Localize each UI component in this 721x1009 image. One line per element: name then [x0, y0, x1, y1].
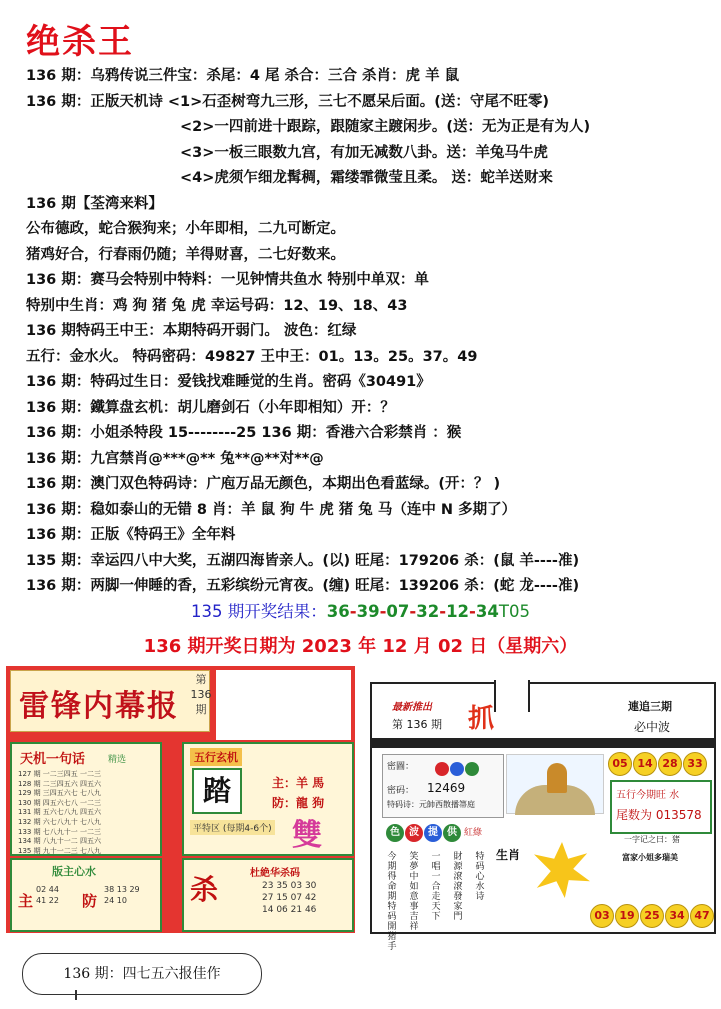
sebo-suffix: 紅綠	[464, 828, 483, 838]
info-lines	[26, 64, 706, 600]
result-number: 39	[356, 602, 380, 621]
tianji-row: 128 期 二三四五六 四五六	[18, 779, 102, 788]
sebo-row	[386, 820, 482, 842]
result-prefix: 135 期开奖结果：	[191, 602, 327, 621]
zhua-char: 抓	[468, 704, 495, 734]
blank-area	[216, 670, 351, 740]
info-line: 136 期特码王中王：本期特码开弱门。 波色：红绿	[26, 323, 357, 339]
ball-row-bottom	[590, 904, 715, 928]
banzhu-num-row: 41 22	[36, 896, 59, 905]
banzhu-title: 版主心水	[52, 865, 96, 878]
ball-row-top	[608, 752, 708, 776]
figure-shape	[547, 763, 567, 793]
shengxiao-label: 生肖	[496, 848, 521, 862]
cloud-tail	[75, 990, 77, 1000]
number-ball: 33	[683, 752, 707, 776]
divider-strip	[372, 738, 714, 748]
info-line: 136 期【荃湾来料】	[26, 195, 163, 212]
number-ball: 47	[690, 904, 714, 928]
wuxing-box	[182, 742, 354, 856]
info-line: 136 期：乌鸦传说三件宝：杀尾：4 尾 杀合：三合 杀肖：虎 羊 鼠	[26, 68, 460, 84]
number-ball: 25	[640, 904, 664, 928]
dujue-title: 杜絶华杀码	[250, 868, 300, 879]
info-line: 135 期：幸运四八中大奖，五湖四海皆亲人。(以) 旺尾：179206 杀：(鼠 羊----准)	[26, 552, 580, 569]
new-tag: 最新推出	[392, 702, 432, 713]
number-ball: 05	[608, 752, 632, 776]
sebo-char: 提	[424, 824, 442, 842]
info-line: 136 期：澳门双色特码诗：广庖万品无颜色，本期出色看蓝绿。(开：？ )	[26, 476, 501, 492]
banzhu-nums	[104, 884, 140, 906]
illustration-image	[506, 754, 604, 814]
number-ball: 28	[658, 752, 682, 776]
wuxing-fang: 防：龍 狗	[272, 796, 325, 810]
tianji-title: 天机一句话	[20, 752, 86, 767]
info-line: <3>一板三眼数九宫，有加无减数八卦。送：羊兔马牛虎	[180, 144, 548, 161]
info-line: 五行：金水火。 特码密码：49827 王中王：01。13。25。37。49	[26, 348, 478, 365]
dujue-num-row: 27 15 07 42	[262, 893, 317, 903]
leifeng-header	[10, 670, 210, 732]
special-number: 05	[508, 602, 530, 621]
dujue-nums	[262, 880, 316, 916]
vertical-text: 特码心水诗	[475, 852, 485, 902]
yizi-line: 一字记之曰：猪	[624, 835, 680, 844]
info-line: <4>虎须乍细龙髯稠，霜缕霏微莹且柔。 送：蛇羊送财来	[180, 170, 553, 186]
info-line: 136 期：小姐杀特段 15--------25 136 期：香港六合彩禁肖 ：猴	[26, 425, 462, 441]
dujue-num-row: 23 35 03 30	[262, 881, 317, 891]
number-ball: 19	[615, 904, 639, 928]
leifeng-title: 雷锋内幕报	[19, 689, 179, 724]
wuxing-wang-line: 五行今期旺 水	[616, 790, 680, 801]
mima-box	[382, 754, 504, 818]
info-line: 136 期：稳如泰山的无错 8 肖：羊 鼠 狗 牛 虎 猪 兔 马（连中 N 多期了）	[26, 501, 517, 518]
vertical-text: 笑夢中如意事吉祥	[409, 852, 419, 932]
banzhu-fang: 防	[82, 892, 98, 910]
leifeng-issue: 第136期	[190, 673, 212, 716]
vertical-text: 今期得 命期特码開猪手	[387, 852, 397, 952]
info-line: 136 期：鐵算盘玄机：胡儿磨剑石（小年即相知）开：？	[26, 399, 395, 416]
shuang-char: 雙	[292, 818, 322, 853]
info-line: 136 期：九宫禁肖@***@** 兔**@**对**@	[26, 450, 324, 467]
tianji-row: 127 期 一二三四五 一二三	[18, 770, 102, 778]
wuxing-wang-box	[610, 780, 712, 834]
wuxing-title: 五行玄机	[190, 748, 242, 766]
info-line: 公布德政，蛇合猴狗来；小年即相，二九可断定。	[26, 221, 345, 237]
info-line: <2>一四前进十跟踪，跟随家主踱闲步。(送：无为正是有为人)	[180, 119, 591, 135]
tianji-row: 131 期 五六七八九 四五六	[18, 808, 102, 817]
tianji-row: 129 期 三四五六七 七八九	[18, 789, 102, 798]
tianji-row: 132 期 六七八九十 七八九	[18, 817, 102, 826]
result-number: 34	[475, 602, 499, 621]
sebo-char: 色	[386, 824, 404, 842]
info-line: 猪鸡好合，行春雨仍随；羊得财喜，二七好数来。	[26, 246, 345, 263]
pingte-label: 平特区 (每期4-6个)	[190, 820, 275, 835]
result-number: 32	[416, 602, 440, 621]
tianji-row: 135 期 九十一二三 七八九	[18, 846, 102, 855]
special-prefix: T	[498, 602, 509, 621]
cloud-callout	[22, 953, 262, 995]
banzhu-num-row: 02 44	[36, 885, 59, 894]
sebo-char: 供	[443, 824, 461, 842]
sun-burst-icon	[534, 842, 590, 898]
info-line: 136 期：赛马会特别中特料：一见钟情共鱼水 特别中单双：单	[26, 272, 429, 288]
number-ball: 14	[633, 752, 657, 776]
banzhu-box	[10, 858, 162, 932]
weishu-line: 尾数为 013578	[616, 808, 702, 822]
zhua-issue: 第 136 期	[392, 718, 442, 731]
tianji-rows	[18, 770, 101, 856]
red-ball-icon	[435, 762, 449, 776]
green-ball-icon	[465, 762, 479, 776]
dujue-big-char: 杀	[190, 873, 219, 906]
tema-label: 特码诗：元帥西散播箒庭	[387, 800, 475, 809]
result-number: 07	[386, 602, 410, 621]
sebo-char: 波	[405, 824, 423, 842]
info-line: 136 期：正版《特码王》全年料	[26, 527, 236, 543]
notch	[494, 680, 530, 712]
wuxing-char: 踏	[192, 768, 242, 814]
lianzhui-label: 連追三期	[628, 700, 672, 713]
mima-label: 密圖：	[387, 762, 415, 772]
mima-num-label: 密码：	[387, 786, 415, 796]
vertical-text: 一唱一合走天下	[431, 852, 441, 922]
bizhong-label: 必中波	[634, 720, 671, 734]
wuxing-zhu: 主：羊 馬	[272, 776, 325, 790]
cloud-text: 136 期：四七五六报佳作	[63, 966, 221, 982]
banzhu-nums	[36, 884, 59, 906]
info-line: 136 期：正版天机诗 <1>石歪树弯九三形，三七不愿呆后面。(送：守尾不旺零)	[26, 93, 550, 110]
result-number: 12	[446, 602, 470, 621]
tianji-box	[10, 742, 162, 856]
result-number: 36	[326, 602, 350, 621]
banzhu-num-row: 24 10	[104, 896, 127, 905]
tianji-row: 133 期 七八九十一 一二三	[18, 827, 102, 836]
dujue-num-row: 14 06 21 46	[262, 905, 317, 915]
number-ball: 03	[590, 904, 614, 928]
info-line: 特别中生肖：鸡 狗 猪 兔 虎 幸运号码：12、19、18、43	[26, 297, 408, 314]
vertical-text: 財源滾滾發家門	[453, 852, 463, 922]
banzhu-num-row: 38 13 29	[104, 885, 140, 894]
info-line: 136 期：特码过生日：爱钱找难睡觉的生肖。密码《30491》	[26, 374, 431, 390]
dujue-box	[182, 858, 354, 932]
tianji-hint: 精选	[108, 755, 127, 765]
draw-date: 136 期开奖日期为 2023 年 12 月 02 日（星期六）	[143, 636, 578, 657]
tianji-row: 134 期 八九十一二 四五六	[18, 837, 102, 846]
tianji-row: 130 期 四五六七八 一二三	[18, 798, 102, 807]
info-line: 136 期：两脚一伸睡的香，五彩缤纷元宵夜。(缠) 旺尾：139206 杀：(蛇 龙----准)	[26, 578, 580, 594]
banzhu-zhu: 主	[18, 892, 34, 910]
page-title: 绝杀王	[26, 22, 134, 62]
number-ball: 34	[665, 904, 689, 928]
fujia-line: 富家小姐多瑞美	[622, 853, 678, 862]
leifeng-panel	[6, 666, 355, 933]
blue-ball-icon	[450, 762, 464, 776]
mima-balls	[435, 761, 480, 780]
zhua-panel	[370, 682, 716, 952]
mima-num: 12469	[427, 781, 466, 795]
draw-result: 135 期开奖结果：36-39-07-32-12-34T05	[191, 602, 530, 621]
